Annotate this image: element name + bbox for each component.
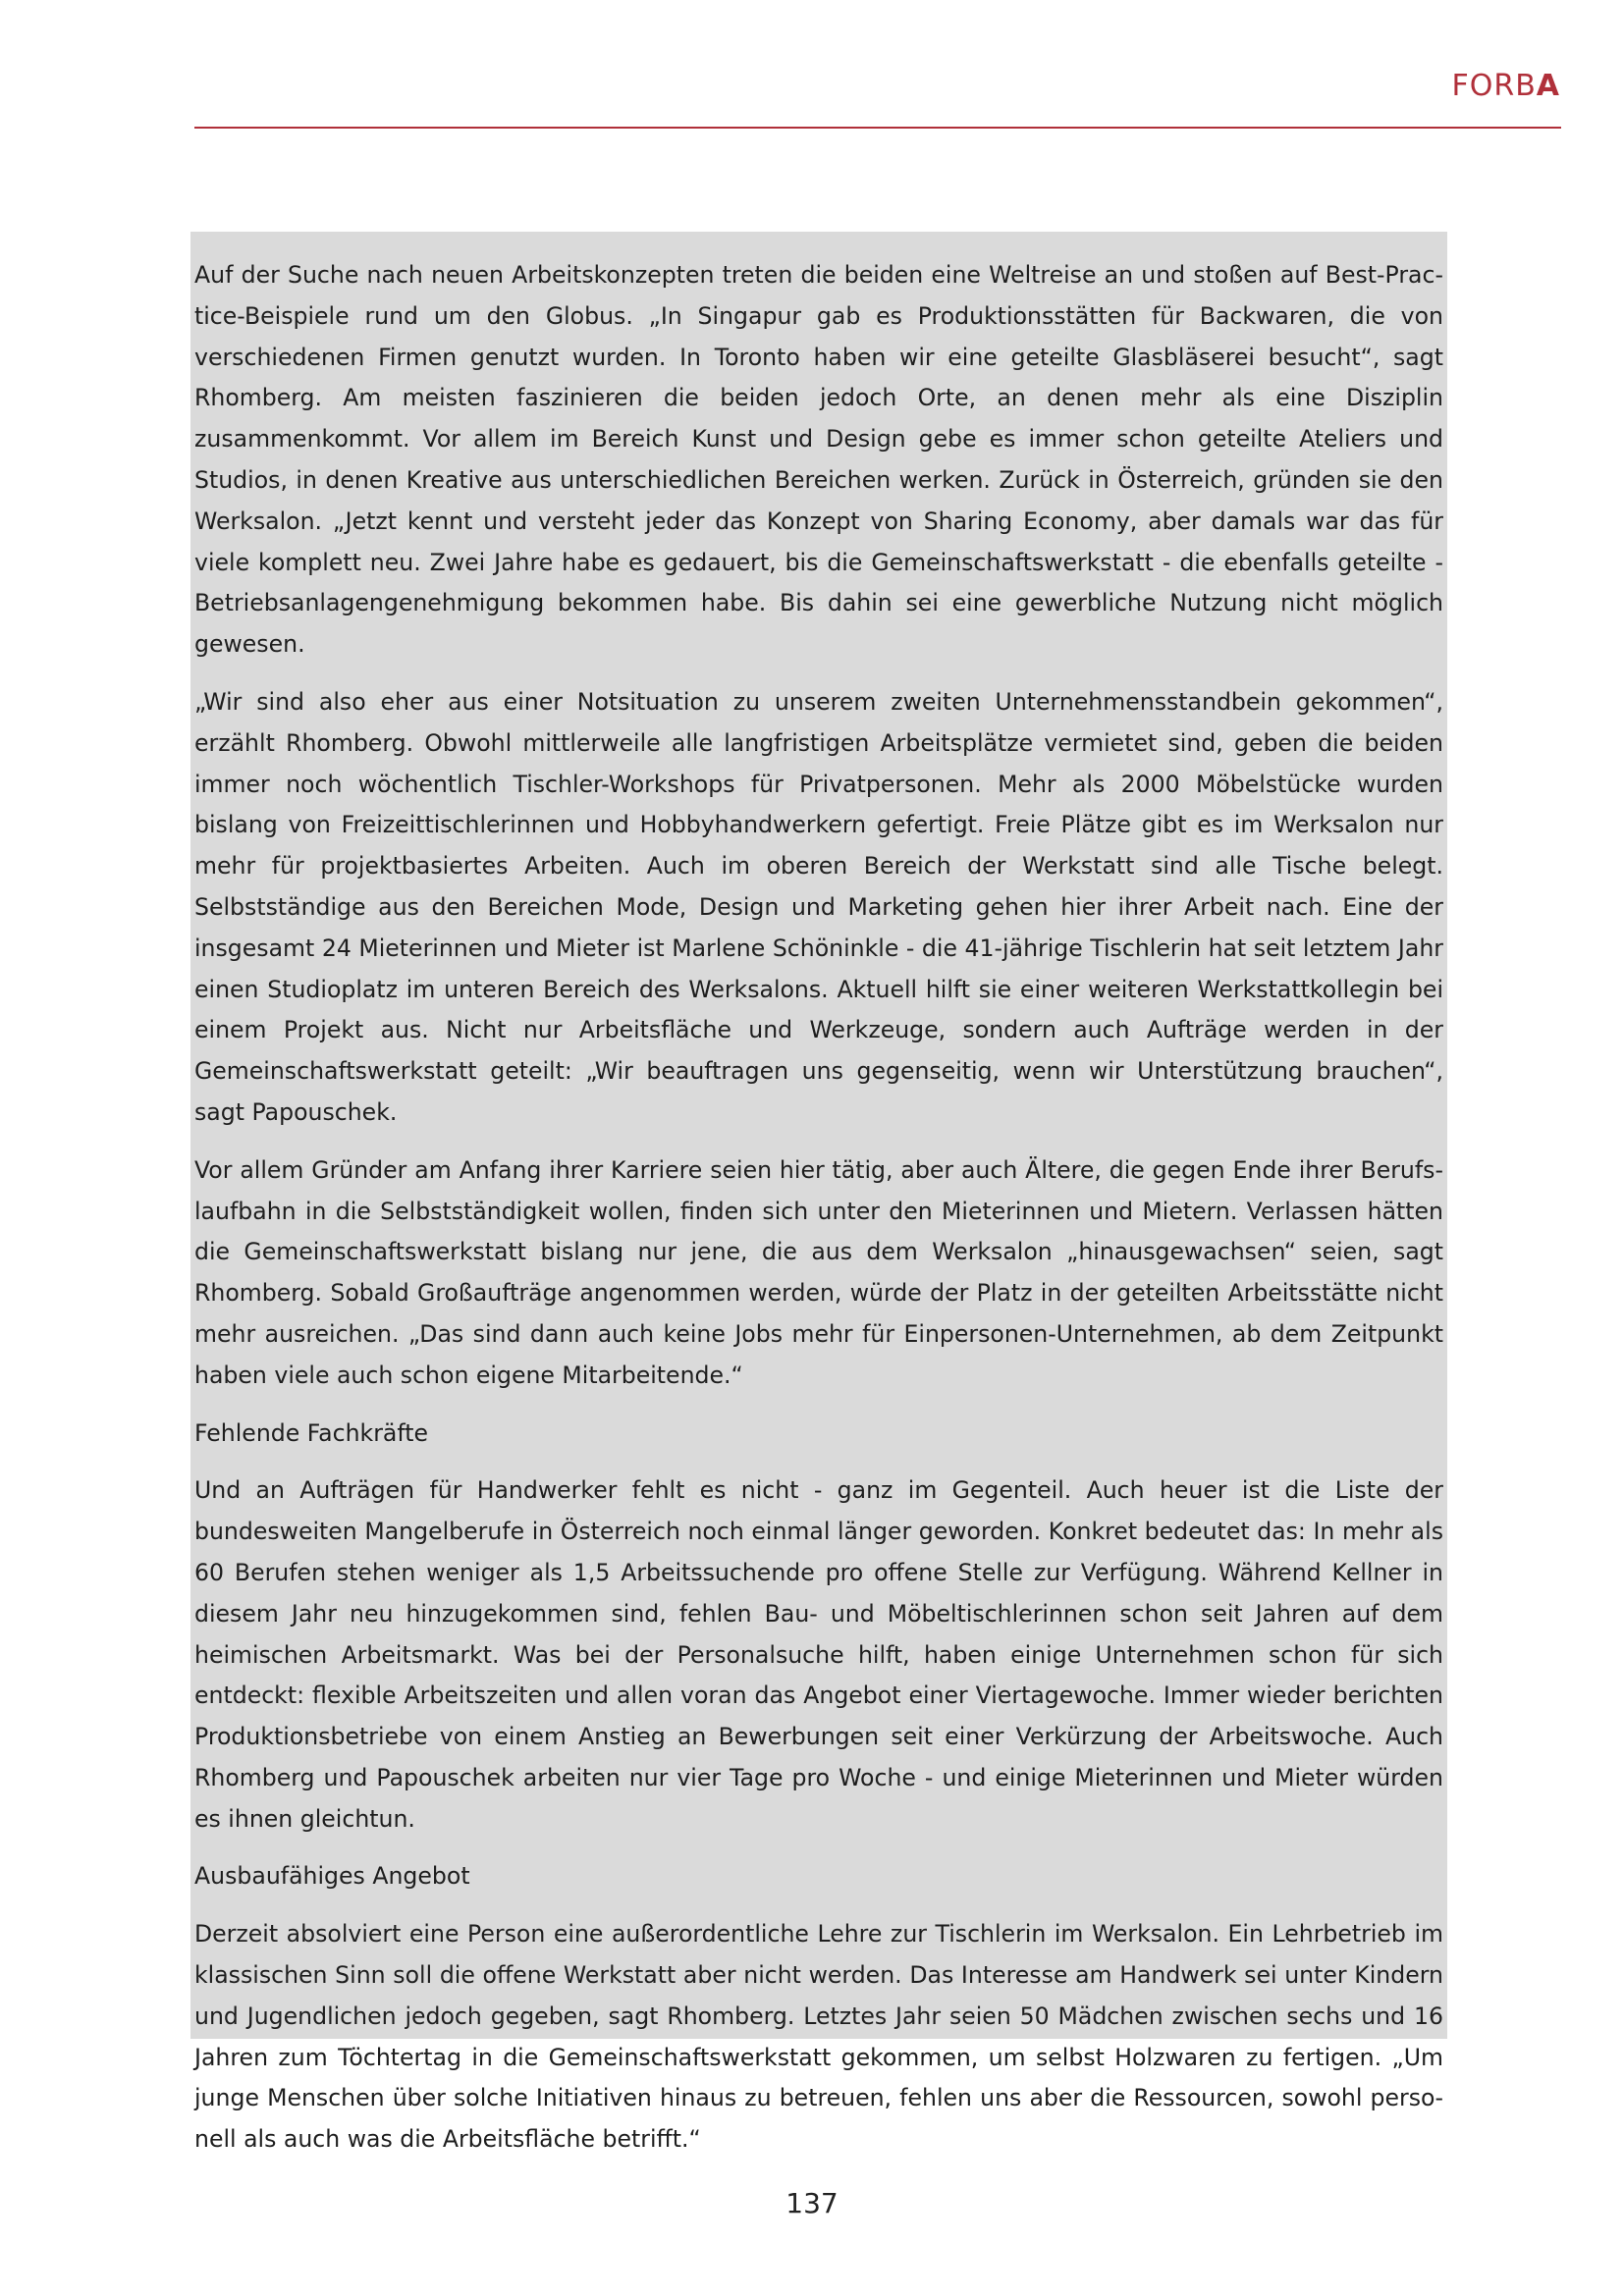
article-paragraph-5: Derzeit absolviert eine Person eine außerordentliche Lehre zur Tischlerin im Werksalon. Ein Lehrbetrieb im klassischen Sinn soll die offene Werkstatt aber nicht werden. Das Interesse am Handwerk sei unter Kindern und Jugendlichen jedoch gegeben, sagt Rhomberg. Letztes Jahr seien 50 Mädchen zwischen sechs und 16 Jahren zum Töchtertag in die Gemeinschaftswerkstatt gekommen, um selbst Holzwaren zu fertigen. „Um junge Menschen über solche Initiativen hinaus zu betreuen, fehlen uns aber die Ressourcen, sowohl personell als auch was die Arbeitsfläche betrifft.“ (194, 1920, 1443, 2154)
article-paragraph-3: Vor allem Gründer am Anfang ihrer Karriere seien hier tätig, aber auch Ältere, die gegen Ende ihrer Berufslaufbahn in die Selbstständigkeit wollen, finden sich unter den Mieterinnen und Mietern. Verlassen hätten die Gemeinschaftswerkstatt bislang nur jene, die aus dem Werksalon „hinausgewachsen“ seien, sagt Rhomberg. Sobald Großaufträge angenommen werden, würde der Platz in der geteilten Arbeitsstätte nicht mehr ausreichen. „Das sind dann auch keine Jobs mehr für Einpersonen-Unternehmen, ab dem Zeitpunkt haben viele auch schon eigene Mitarbeitende.“ (194, 1155, 1443, 1389)
section-heading-angebot: Ausbaufähiges Angebot (194, 1862, 470, 1891)
logo-prefix: FORB (1451, 69, 1537, 103)
header-divider (194, 127, 1561, 129)
article-paragraph-4: Und an Aufträgen für Handwerker fehlt es nicht - ganz im Gegenteil. Auch heuer ist die Liste der bundesweiten Mangelberufe in Österreich noch einmal länger geworden. Konkret bedeutet das: In mehr als 60 Berufen stehen weniger als 1,5 Arbeitssuchende pro offene Stelle zur Verfügung. Während Kellner in diesem Jahr neu hinzugekommen sind, fehlen Bau- und Möbeltischlerinnen schon seit Jahren auf dem heimischen Arbeitsmarkt. Was bei der Personalsuche hilft, haben einige Unternehmen schon für sich entdeckt: flexible Arbeitszeiten und allen voran das Angebot einer Viertagewoche. Immer wieder berichten Produktionsbetriebe von einem Anstieg an Bewerbungen seit einer Verkürzung der Arbeitswoche. Auch Rhomberg und Papouschek arbeiten nur vier Tage pro Woche - und einige Mieterinnen und Mieter würden es ihnen gleichtun. (194, 1476, 1443, 1833)
logo-suffix: A (1536, 69, 1560, 103)
forba-logo (1451, 69, 1560, 103)
article-paragraph-2: „Wir sind also eher aus einer Notsituation zu unserem zweiten Unternehmensstandbein gekommen“, erzählt Rhomberg. Obwohl mittlerweile alle langfristigen Arbeitsplätze vermietet sind, geben die beiden immer noch wöchentlich Tischler-Workshops für Privatpersonen. Mehr als 2000 Möbelstücke wurden bislang von Freizeittischlerinnen und Hobbyhandwerkern gefertigt. Freie Plätze gibt es im Werksalon nur mehr für projektbasiertes Arbeiten. Auch im oberen Bereich der Werkstatt sind alle Tische belegt. Selbstständige aus den Bereichen Mode, Design und Marketing gehen hier ihrer Arbeit nach. Eine der insgesamt 24 Mieterinnen und Mieter ist Marlene Schöninkle - die 41-jährige Tischlerin hat seit letztem Jahr einen Studioplatz im unteren Bereich des Werksalons. Aktuell hilft sie einer weiteren Werkstattkollegin bei einem Projekt aus. Nicht nur Arbeitsfläche und Werkzeuge, sondern auch Aufträge werden in der Gemeinschaftswerkstatt geteilt: „Wir beauftragen uns gegenseitig, wenn wir Unterstützung brauchen“, sagt Papouschek. (194, 687, 1443, 1126)
article-text-box (190, 232, 1447, 2154)
article-paragraph-1: Auf der Suche nach neuen Arbeitskonzepten treten die beiden eine Weltreise an und stoßen auf Best-Practice-Beispiele rund um den Globus. „In Singapur gab es Produktionsstätten für Backwaren, die von verschiedenen Firmen genutzt wurden. In Toronto haben wir eine geteilte Glasbläserei besucht“, sagt Rhomberg. Am meisten faszinieren die beiden jedoch Orte, an denen mehr als eine Disziplin zusammenkommt. Vor allem im Bereich Kunst und Design gebe es immer schon geteilte Ateliers und Studios, in denen Kreative aus unterschiedlichen Bereichen werken. Zurück in Österreich, gründen sie den Werksalon. „Jetzt kennt und versteht jeder das Konzept von Sharing Economy, aber damals war das für viele komplett neu. Zwei Jahre habe es gedauert, bis die Gemeinschaftswerkstatt - die ebenfalls geteilte - Betriebsanlagengenehmigung bekommen habe. Bis dahin sei eine gewerbliche Nutzung nicht möglich gewesen. (194, 261, 1443, 659)
page-number: 137 (785, 2187, 839, 2219)
section-heading-fachkraefte: Fehlende Fachkräfte (194, 1418, 429, 1447)
